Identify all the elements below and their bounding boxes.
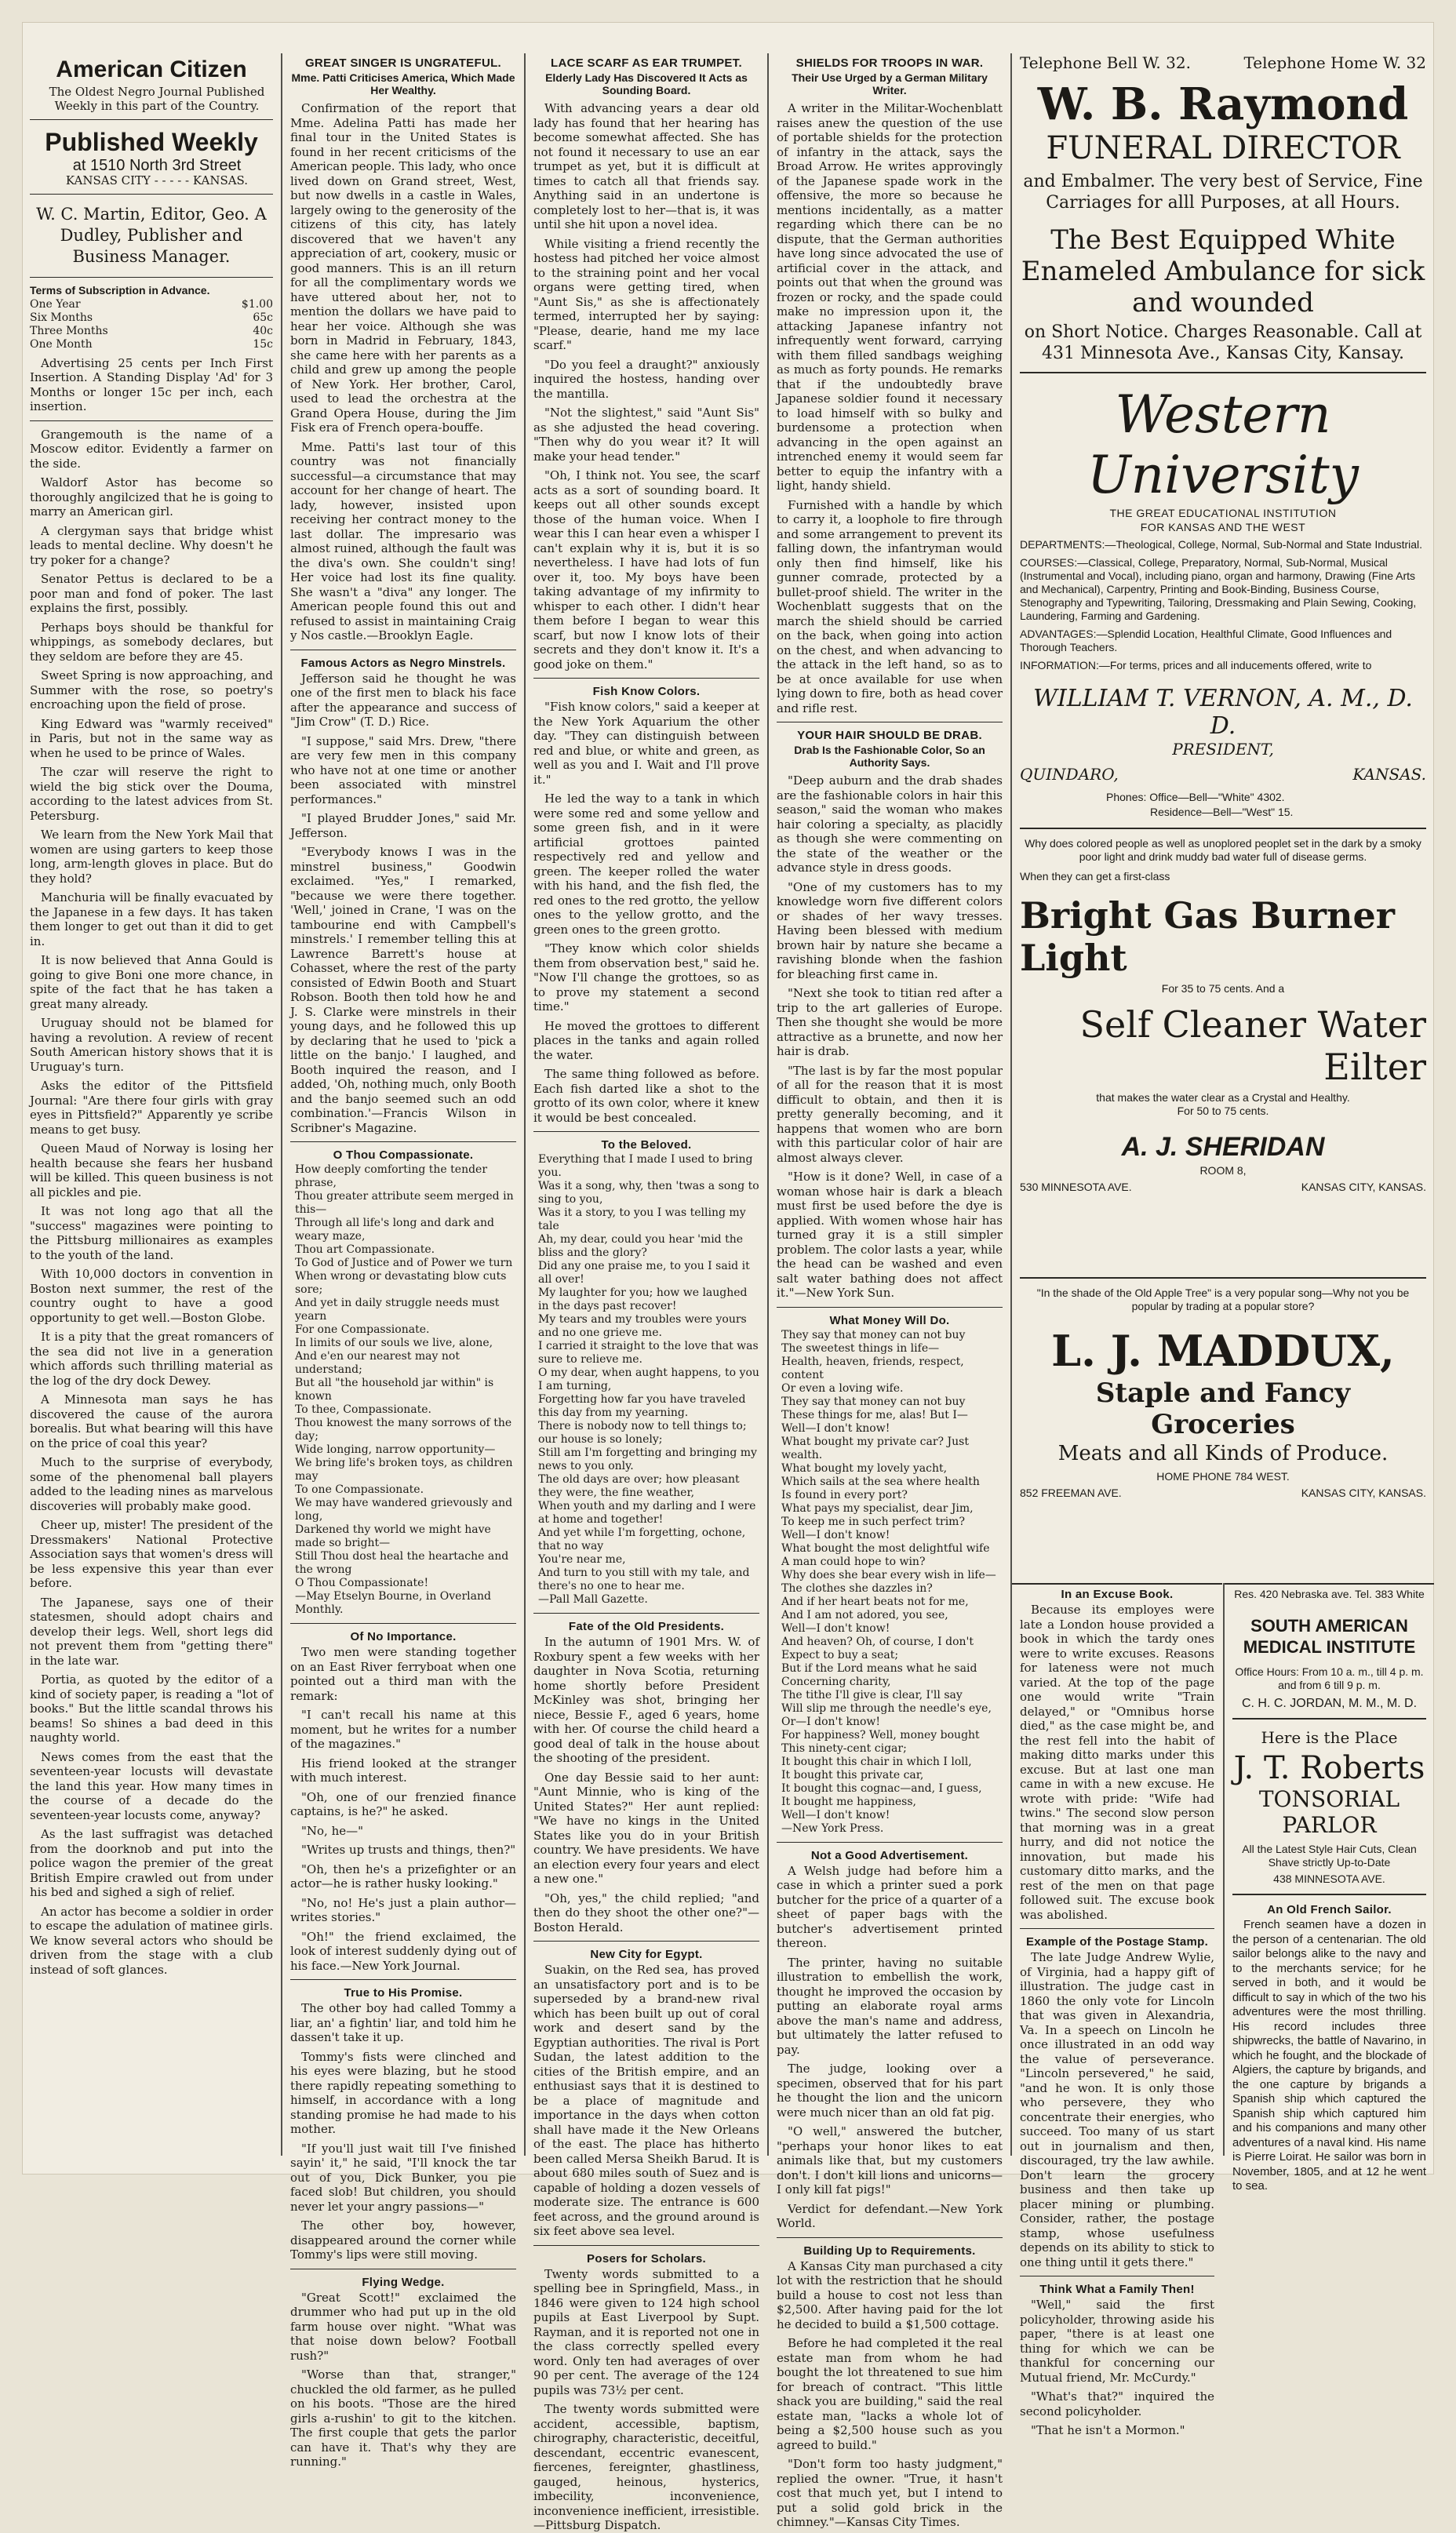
ads-maddux bbox=[1012, 1277, 1434, 1575]
terms-price: 15c bbox=[253, 337, 273, 351]
masthead-title: American Citizen bbox=[56, 56, 247, 82]
paragraph: "Worse than that, stranger," chuckled the old farmer, as he pulled on his boots. "Those are the hired girls a-rushin' to git to the kitchen. The first couple that gets the parlor can have it. That's why they are running." bbox=[290, 2367, 516, 2469]
colored-people-question: Why does colored people as well as unoplored peoplet set in the dark by a smoky poor light and drink muddy bad water full of disease germs. bbox=[1025, 837, 1421, 863]
headline-importance: Of No Importance. bbox=[350, 1630, 457, 1643]
water-filter-desc: that makes the water clear as a Crystal and Healthy. bbox=[1096, 1091, 1350, 1104]
headline-egypt: New City for Egypt. bbox=[590, 1948, 703, 1961]
headline-excuse: In an Excuse Book. bbox=[1061, 1588, 1174, 1601]
masthead-desc-2: Weekly in this part of the Country. bbox=[54, 99, 260, 113]
subhead-hair: Drab Is the Fashionable Color, So an Authority Says. bbox=[794, 744, 985, 769]
headline-sailor: An Old French Sailor. bbox=[1267, 1903, 1392, 1916]
short-item: News comes from the east that the seventeen-year locusts will devastate the land this year. How many times in the course of a decade do the seventeen-year locusts come, anyway? bbox=[30, 1749, 273, 1822]
article-hair bbox=[777, 773, 1003, 1301]
maddux-phone: HOME PHONE 784 WEST. bbox=[1156, 1470, 1290, 1483]
maddux-address: 852 FREEMAN AVE. bbox=[1020, 1487, 1122, 1499]
terms-price: 40c bbox=[253, 324, 273, 337]
short-item: Much to the surprise of everybody, some of the phenomenal ball players added to the leading nines as marvelous discoveries will probably make good. bbox=[30, 1455, 273, 1513]
water-filter-price: For 50 to 75 cents. bbox=[1177, 1105, 1269, 1117]
paragraph: "Oh, then he's a prizefighter or an actor—he is rather husky looking." bbox=[290, 1862, 516, 1891]
wu-advantages: ADVANTAGES:—Splendid Location, Healthful Climate, Good Influences and Thorough Teachers. bbox=[1020, 628, 1392, 653]
embalmer-text: and Embalmer. The very best of Service, Fine Carriages for alll Purposes, at all Hours. bbox=[1023, 172, 1423, 213]
short-item: An actor has become a soldier in order to escape the adulation of matinee girls. We know several actors who should be driven from the stage with a club instead of soft glances. bbox=[30, 1904, 273, 1977]
maddux-groceries: Staple and Fancy Groceries bbox=[1095, 1378, 1351, 1440]
headline-presidents: Fate of the Old Presidents. bbox=[568, 1620, 725, 1633]
column-2 bbox=[282, 53, 524, 2469]
column-5 bbox=[1012, 1583, 1222, 2437]
paragraph: The twenty words submitted were accident, accessible, baptism, chirography, characteristic, deceitful, descendant, eccentric evanescent, fiercenes, fereignter, ghastliness, gauged, heinous, hysterics, imbecility, inconvenience, inconvenience inefficient, irresistible.—Pittsburg Dispatch. bbox=[533, 2402, 759, 2532]
headline-fish: Fish Know Colors. bbox=[592, 685, 701, 698]
headline-promise: True to His Promise. bbox=[344, 1986, 463, 2000]
advertising-rates: Advertising 25 cents per Inch First Insertion. A Standing Display 'Ad' for 3 Months or longer 15c per inch, each insertion. bbox=[30, 355, 273, 413]
telephone-bell: Telephone Bell W. 32. bbox=[1020, 53, 1191, 72]
article-presidents bbox=[533, 1635, 759, 1934]
short-item: King Edward was "warmly received" in Paris, but not in the same way as when he used to be prince of Wales. bbox=[30, 716, 273, 760]
paragraph: "Oh!" the friend exclaimed, the look of interest suddenly dying out of his face.—New York Journal. bbox=[290, 1929, 516, 1973]
terms-label: One Month bbox=[30, 337, 93, 351]
wu-quindaro: QUINDARO, bbox=[1020, 765, 1119, 784]
ambulance-text: The Best Equipped White Enameled Ambulance for sick and wounded bbox=[1021, 224, 1425, 318]
maddux-city: KANSAS CITY, KANSAS. bbox=[1301, 1487, 1426, 1499]
headline-singer: GREAT SINGER IS UNGRATEFUL. bbox=[304, 56, 502, 70]
paragraph: A Kansas City man purchased a city lot with the restriction that he should build a house to cost not less than $2,500. After having paid for the lot he decided to build a $1,500 cottage. bbox=[777, 2258, 1003, 2331]
paragraph: Furnished with a handle by which to carry it, a loophole to fire through and some arrangement to prevent its falling down, the infantryman would only then find himself, like his gunner comrade, protected by a bullet-proof shield. The writer in the Wochenblatt suggests that on the march the shield should be carried on the back, when going into action on the chest, and when advancing to the attack in the left hand, so as to be at once available for use when lying down to fire, both as head cover and rifle rest. bbox=[777, 497, 1003, 715]
roberts-styles: All the Latest Style Hair Cuts, Clean Shave strictly Up-to-Date bbox=[1242, 1843, 1417, 1869]
headline-money: What Money Will Do. bbox=[829, 1313, 950, 1327]
paragraph: The other boy had called Tommy a liar, an' a fightin' liar, and told him he dassen't take it up. bbox=[290, 2001, 516, 2044]
wu-kansas: KANSAS. bbox=[1352, 765, 1426, 784]
paragraph: "Next she took to titian red after a trip to the art galleries of Europe. Then she thought she would be more attractive as a brunette, and now her hair is drab. bbox=[777, 986, 1003, 1058]
wu-phone-office: Phones: Office—Bell—"White" 4302. bbox=[1106, 791, 1285, 803]
paragraph: "O well," answered the butcher, "perhaps your honor likes to eat animals like that, but my customers don't. I don't kill lions and unicorns—I only kill fat pigs!" bbox=[777, 2124, 1003, 2196]
paragraph: Tommy's fists were clinched and his eyes were blazing, but he stood there rapidly repeating something to himself, in accordance with a long standing promise he had made to his mother. bbox=[290, 2049, 516, 2136]
sami-doctor: C. H. C. JORDAN, M. M., M. D. bbox=[1241, 1697, 1418, 1710]
paragraph: "Do you feel a draught?" anxiously inquired the hostess, handing over the mantilla. bbox=[533, 357, 759, 401]
masthead-city: KANSAS CITY - - - - - KANSAS. bbox=[65, 173, 249, 187]
subhead-singer: Mme. Patti Criticises America, Which Made Her Wealthy. bbox=[291, 71, 515, 96]
paragraph: In the autumn of 1901 Mrs. W. of Roxbury spent a few weeks with her daughter in Nova Scotia, returning home shortly before President McKinley was shot, bringing her niece, Bessie F., aged 6 years, home with her. Of course the child heard a good deal of talk in the house about the shooting of the president. bbox=[533, 1635, 759, 1765]
sami-hours: Office Hours: From 10 a. m., till 4 p. m. and from 6 till 9 p. m. bbox=[1235, 1665, 1424, 1691]
short-item: It is a pity that the great romancers of the sea did not live in a generation which affords such thrilling material as the log of the dry dock Dewey. bbox=[30, 1330, 273, 1388]
short-item: A Minnesota man says he has discovered the cause of the aurora borealis. But what bearing will this have on the price of coal this year? bbox=[30, 1392, 273, 1450]
short-item: The czar will reserve the right to wield the big stick over the Douma, according to the latest advices from St. Petersburg. bbox=[30, 765, 273, 823]
article-importance bbox=[290, 1645, 516, 1973]
terms-list bbox=[30, 298, 273, 351]
column-4 bbox=[769, 53, 1010, 2529]
terms-row bbox=[30, 298, 273, 311]
paragraph: "Oh, one of our frenzied finance captains, is he?" he asked. bbox=[290, 1789, 516, 1818]
short-item: It was not long ago that all the "success" magazines were pointing to the Pittsburg millionaires as examples to the youth of the land. bbox=[30, 1204, 273, 1262]
sami-residence: Res. 420 Nebraska ave. Tel. 383 White bbox=[1234, 1588, 1425, 1600]
wu-phone-residence: Residence—Bell—"West" 15. bbox=[1150, 806, 1294, 818]
terms-label: Three Months bbox=[30, 324, 108, 337]
poem-beloved: Everything that I made I used to bring you. Was it a song, why, then 'twas a song to sing to you, Was it a story, to you I was telling my tale Ah, my dear, could you hear 'mid the bliss and the glory? Did any one praise me, to you I said it all over! My laughter for you; how we laughed in the days past recover! My tears and my troubles were yours and no one grieve me. I carried it straight to the love that was sure to relieve me. O my dear, when aught happens, to you I am turning, Forgetting how far you have traveled this day from my yearning. There is nobody now to tell things to; our house is so lonely; Still am I'm forgetting and bringing my news to you only. The old days are over; how pleasant they were, the fine weather, When youth and my darling and I were at home and together! And yet while I'm forgetting, ochone, that no way You're near me, And turn to you still with my tale, and there's no one to hear me. —Pall Mall Gazette. bbox=[538, 1153, 759, 1606]
headline-posers: Posers for Scholars. bbox=[587, 2251, 706, 2266]
paragraph: He led the way to a tank in which were some red and some yellow and some green fish, and in it were artificial grottoes painted respectively red and yellow and green. The keeper rolled the water with his hand, and the fish fled, the red ones to the red grotto, the yellow ones to the yellow grotto, and the green ones to the green grotto. bbox=[533, 792, 759, 937]
bright-gas-title: Bright Gas Burner Light bbox=[1020, 894, 1395, 979]
newspaper-page bbox=[22, 22, 1434, 2532]
paragraph: "Oh, yes," the child replied; "and then do they shoot the other one?"—Boston Herald. bbox=[533, 1891, 759, 1934]
sheridan-address: 530 MINNESOTA AVE. bbox=[1020, 1181, 1132, 1193]
article-wedge bbox=[290, 2291, 516, 2469]
column-6 bbox=[1225, 1583, 1434, 2193]
raymond-name: W. B. Raymond bbox=[1037, 78, 1409, 130]
headline-postage: Example of the Postage Stamp. bbox=[1025, 1935, 1209, 1949]
short-item: Perhaps boys should be thankful for whippings, as somebody declares, but they seldom are before they are 45. bbox=[30, 620, 273, 664]
headline-beloved: To the Beloved. bbox=[601, 1138, 692, 1152]
subhead-lace: Elderly Lady Has Discovered It Acts as Sounding Board. bbox=[545, 71, 748, 96]
maddux-name: L. J. MADDUX, bbox=[1051, 1326, 1395, 1376]
paragraph: "Great Scott!" exclaimed the drummer who had put up in the old farm house over night. "What was that noise down below? Football rush?" bbox=[290, 2290, 516, 2363]
short-item: It is now believed that Anna Gould is going to give Boni one more chance, in spite of the fact that he has taken a great many already. bbox=[30, 953, 273, 1011]
short-item: Cheer up, mister! The president of the Dressmakers' National Protective Association says that women's dress will be less expensive this year than ever before. bbox=[30, 1518, 273, 1590]
paragraph: "Not the slightest," said "Aunt Sis" as she adjusted the head covering. "Then why do you wear it? It will make your head tender." bbox=[533, 406, 759, 464]
paragraph: "No, no! He's just a plain author—writes stories." bbox=[290, 1895, 516, 1924]
article-fish bbox=[533, 700, 759, 1125]
paragraph: Confirmation of the report that Mme. Adelina Patti has made her final tour in the United States is found in her recent criticisms of the American people. This lady, who once lived down on Grand street, West, but now dwells in a castle in Wales, largely owing to the generosity of the citizens of this city, has lately discovered that we haven't any appreciation of art, cookery, music or good manners. This is an ill return for all the complimentary words we have uttered about her, not to mention the dollars we have paid to hear her voice. Although she was born in Madrid in February, 1843, she came here with her parents as a child and grew up among the people of New York. Her brother, Carol, used to lead the orchestra at the Grand Opera House, during the Jim Fisk era of French opera-bouffe. bbox=[290, 101, 516, 435]
paragraph: He moved the grottoes to different places in the tanks and again rolled the water. bbox=[533, 1018, 759, 1062]
masthead-desc-1: The Oldest Negro Journal Published bbox=[49, 85, 265, 99]
paragraph: "How is it done? Well, in case of a woman whose hair is dark a bleach must first be used before the dye is applied. With women whose hair has turned gray it is a still simpler problem. The color lasts a year, while the head can be washed and even salt water bathing does not affect it."—New York Sun. bbox=[777, 1170, 1003, 1300]
paragraph: "The last is by far the most popular of all for the reason that it is most difficult to obtain, and then it is pretty generally becoming, and it happens that women who are born with this particular color of hair are almost always clever. bbox=[777, 1063, 1003, 1165]
article-promise bbox=[290, 2001, 516, 2262]
column-3 bbox=[526, 53, 767, 2532]
apple-tree-text: "In the shade of the Old Apple Tree" is a very popular song—Why not you be popular by trading at a popular store? bbox=[1036, 1287, 1410, 1312]
column-1 bbox=[22, 53, 281, 2156]
masthead-published: Published Weekly bbox=[45, 128, 258, 156]
poem-money: They say that money can not buy The sweetest things in life— Health, heaven, friends, respect, content Or even a loving wife. They say that money can not buy These things for me, alas! But I— Well—I don't know! What bought my private car? Just wealth. What bought my lovely yacht, Which sails at the sea where health Is found in every port? What pays my specialist, dear Jim, To keep me in such perfect trim? Well—I don't know! What bought the most delightful wife A man could hope to win? Why does she bear every wish in life— The clothes she dazzles in? And if her heart beats not for me, And I am not adored, you see, Well—I don't know! And heaven? Oh, of course, I don't Expect to buy a seat; But if the Lord means what he said Concerning charity, The tithe I'll give is clear, I'll say Will slip me through the needle's eye, Or—I don't know! For happiness? Well, money bought This ninety-cent cigar; It bought this chair in which I loll, It bought this private car, It bought this cognac—and, I guess, It bought me happiness, Well—I don't know! —New York Press. bbox=[781, 1328, 996, 1835]
sheridan-city: KANSAS CITY, KANSAS. bbox=[1301, 1181, 1426, 1193]
short-item: With 10,000 doctors in convention in Boston next summer, the rest of the country ought to have a good opportunity to get well.—Boston Globe. bbox=[30, 1267, 273, 1325]
bright-gas-price: For 35 to 75 cents. And a bbox=[1161, 982, 1285, 995]
sheridan-name: A. J. SHERIDAN bbox=[1121, 1132, 1325, 1162]
short-item: Waldorf Astor has become so thoroughly angilcized that he is going to marry an American girl. bbox=[30, 475, 273, 519]
paragraph: The printer, having no suitable illustration to embellish the work, thought he improved the occasion by putting an elaborate royal arms above the man's name and address, but ultimately the latter refused to pay. bbox=[777, 1955, 1003, 2057]
paragraph: "Deep auburn and the drab shades are the fashionable colors in hair this season," said the woman who makes hair coloring a specialty, as placidly as though she were commenting on the state of the weather or the advance style in dress goods. bbox=[777, 773, 1003, 875]
paragraph: Mme. Patti's last tour of this country was not financially successful—a circumstance that may account for her change of heart. The lady, however, insisted upon receiving her contract money to the last dollar. The impresario was almost ruined, although the fault was the diva's own. She couldn't sing! Her voice had lost its fine quality. She wasn't a "diva" any longer. The American people found this out and refused to assist in maintaining Craig y Nos castle.—Brooklyn Eagle. bbox=[290, 439, 516, 642]
short-item: Asks the editor of the Pittsfield Journal: "Are there four girls with gray eyes in Pittsfield?" Apparently ye scribe means to get busy. bbox=[30, 1079, 273, 1137]
paragraph: One day Bessie said to her aunt: "Aunt Minnie, who is king of the United States?" Her aunt replied: "We have no kings in the United States like you do in your British country. We have presidents. We have an election every four years and elect a new one." bbox=[533, 1770, 759, 1886]
short-item: Manchuria will be finally evacuated by the Japanese in a few days. It has taken them longer to get out than it did to get in. bbox=[30, 890, 273, 948]
paragraph: The late Judge Andrew Wylie, of Virginia, had a happy gift of illustration. The judge cast in 1860 the only vote for Lincoln that was given in Alexandria, Va. In a speech on Lincoln he once illustrated in an odd way the value of perseverance. "Lincoln persevered," he said, "and he won. It is only those who persevere, they who concentrate their energies, who succeed. Too many of us start out in journalism and then, discouraged, try the law awhile. Don't learn the grocery business and then take up placer mining or plumbing. Consider, rather, the postage stamp, whose usefulness depends on its ability to stick to one thing until it gets there." bbox=[1020, 1950, 1214, 2269]
short-item: Grangemouth is the name of a Moscow editor. Evidently a farmer on the side. bbox=[30, 427, 273, 471]
article-sailor bbox=[1232, 1918, 1426, 2194]
wu-sub-1: THE GREAT EDUCATIONAL INSTITUTION bbox=[1109, 507, 1337, 519]
wu-sub-2: FOR KANSAS AND THE WEST bbox=[1140, 521, 1306, 533]
paragraph: A writer in the Militar-Wochenblatt raises anew the question of the use of portable shields for the protection of infantry in the attack, says the Broad Arrow. He writes approvingly of the Japanese spade work in the offensive, the more so because he mentions incidentally, as a matter regarding which there can be no dispute, that the German authorities have long since advocated the use of artificial cover in the attack, and points out that when the ground was frozen or rocky, and the spade could make no impression upon it, the attacking Japanese infantry not infrequently went forward, carrying with them filled sandbags weighing as much as forty pounds. He remarks that if the undoubtedly brave Japanese soldier found it necessary to load himself with so bulky and burdensome a protection when advancing in the open against an intrenched enemy it would seem far better to equip the infantry with a light, handy shield. bbox=[777, 101, 1003, 493]
article-egypt bbox=[533, 1963, 759, 2239]
terms-heading: Terms of Subscription in Advance. bbox=[30, 283, 210, 297]
paragraph: Twenty words submitted to a spelling bee in Springfield, Mass., in 1846 were given to 124 high school pupils at East Liverpool by Supt. Rayman, and it is reported not one in the class correctly spelled every word. Only ten had averages of over 90 per cent. The average of the 124 pupils was 73½ per cent. bbox=[533, 2266, 759, 2397]
article-postage bbox=[1020, 1950, 1214, 2269]
wu-departments: DEPARTMENTS:—Theological, College, Normal, Sub-Normal and State Industrial. bbox=[1020, 538, 1423, 551]
paragraph: "I can't recall his name at this moment, but he writes for a number of the magazines." bbox=[290, 1708, 516, 1751]
water-filter-title: Self Cleaner Water Eilter bbox=[1079, 1003, 1426, 1088]
terms-label: Six Months bbox=[30, 311, 93, 324]
article-building bbox=[777, 2259, 1003, 2530]
sheridan-room: ROOM 8, bbox=[1199, 1164, 1247, 1177]
short-item: We learn from the New York Mail that women are using garters to keep those long, arm-length gloves in place. But do they hold? bbox=[30, 828, 273, 886]
terms-row bbox=[30, 311, 273, 325]
poem-compassionate: How deeply comforting the tender phrase, Thou greater attribute seem merged in this— Through all life's long and dark and weary maze, Thou art Compassionate. To God of Justice and of Power we turn When wrong or devastating blow cuts sore; And yet in daily struggle needs must yearn For one Compassionate. In limits of our souls we live, alone, And e'en our nearest may not understand; But all "the household jar within" is known To thee, Compassionate. Thou knowest the many sorrows of the day; Wide longing, narrow opportunity— We bring life's broken toys, as children may To one Compassionate. We may have wandered grievously and long, Darkened thy world we might have made so bright— Still Thou dost heal the heartache and the wrong O Thou Compassionate! —May Etselyn Bourne, in Overland Monthly. bbox=[295, 1163, 514, 1616]
short-item: The Japanese, says one of their statesmen, should adopt chairs and develop their legs. Well, short legs did not prevent them from "getting there" in the late war. bbox=[30, 1595, 273, 1668]
maddux-meats: Meats and all Kinds of Produce. bbox=[1057, 1442, 1389, 1465]
paragraph: "If you'll just wait till I've finished sayin' it," he said, "I'll knock the tar out of you, Dick Bunker, you pie faced slob! But children, you should never let your angry passions—" bbox=[290, 2141, 516, 2214]
tonsorial-parlor: TONSORIAL PARLOR bbox=[1258, 1786, 1400, 1838]
paragraph: Two men were standing together on an East River ferryboat when one pointed out a third man with the remark: bbox=[290, 1645, 516, 1703]
terms-row bbox=[30, 325, 273, 338]
headline-compassionate: O Thou Compassionate. bbox=[333, 1148, 474, 1162]
headline-minstrels: Famous Actors as Negro Minstrels. bbox=[300, 656, 506, 670]
telephone-home: Telephone Home W. 32 bbox=[1243, 53, 1426, 72]
terms-price: $1.00 bbox=[241, 297, 273, 311]
wu-courses: COURSES:—Classical, College, Preparatory, Normal, Sub-Normal, Musical (Instrumental and Vocal), including piano, organ and harmony, Drawing (Fine Arts and Mechanical), Carpentry, Printing and Book-Binding, Business Course, Stenography and Typewriting, Tailoring, Dressmaking and Plain Sewing, Cooking, Laundering, Farming and Gardening. bbox=[1020, 556, 1417, 622]
paragraph: "Don't form too hasty judgment," replied the owner. "True, it hasn't cost that much yet, but I intend to put a solid gold brick in the chimney."—Kansas City Times. bbox=[777, 2457, 1003, 2529]
column-1-items bbox=[30, 428, 273, 1978]
paragraph: While visiting a friend recently the hostess had pitched her voice almost to the straining point and her vocal organs were getting tired, when "Aunt Sis," as she is affectionately termed, interrupted her by saying: "Please, dearie, hand me my lace scarf." bbox=[533, 236, 759, 352]
paragraph: "Writes up trusts and things, then?" bbox=[301, 1843, 516, 1857]
article-lace bbox=[533, 101, 759, 671]
article-minstrels bbox=[290, 671, 516, 1136]
terms-price: 65c bbox=[253, 311, 273, 324]
paragraph: Suakin, on the Red sea, has proved an unsatisfactory port and is to be superseded by a brand-new rival which has been built up out of coral work and desert sand by the Egyptian authorities. The rival is Port Sudan, the latest addition to the cities of the British empire, and an enthusiast says that it is destined to be a place of magnitude and importance in the days when cotton shall have made it the New Orleans of the east. The place has hitherto been called Mersa Sheikh Barud. It is about 680 miles south of Suez and is capable of holding a dozen vessels of moderate size. The entrance is 600 feet across, and the ground around is six feet above sea level. bbox=[533, 1963, 759, 2238]
short-item: As the last suffragist was detached from the doorknob and put into the police wagon the premier of the great British Empire crawled out from under his bed and sighed a sigh of relief. bbox=[30, 1827, 273, 1899]
paragraph: Before he had completed it the real estate man from whom he had bought the lot threatened to sue him for breach of contract. "This little shack you are building," said the real estate man, "lacks a whole lot of being a $2,500 house such as you agreed to build." bbox=[777, 2336, 1003, 2452]
article-posers bbox=[533, 2267, 759, 2533]
paragraph: "They know which color shields them from observation best," said he. "Now I'll change the grottoes, so as to prove my statement a second time." bbox=[533, 941, 759, 1014]
terms-label: One Year bbox=[30, 297, 81, 311]
article-singer bbox=[290, 101, 516, 643]
paragraph: "No, he—" bbox=[301, 1823, 364, 1838]
short-item: Uruguay should not be blamed for having a revolution. A review of recent South American history shows that it is Uruguay's turn. bbox=[30, 1016, 273, 1074]
headline-family: Think What a Family Then! bbox=[1039, 2283, 1195, 2296]
wu-information: INFORMATION:—For terms, prices and all inducements offered, write to bbox=[1020, 659, 1372, 671]
headline-advertisement: Not a Good Advertisement. bbox=[810, 1848, 969, 1862]
short-notice-text: on Short Notice. Charges Reasonable. Call at 431 Minnesota Ave., Kansas City, Kansay. bbox=[1024, 322, 1422, 363]
masthead-address: at 1510 North 3rd Street bbox=[72, 157, 242, 174]
headline-lace: LACE SCARF AS EAR TRUMPET. bbox=[551, 56, 742, 70]
funeral-director: FUNERAL DIRECTOR bbox=[1046, 130, 1400, 166]
headline-hair: YOUR HAIR SHOULD BE DRAB. bbox=[797, 729, 982, 742]
paragraph: "Well," said the first policyholder, throwing aside his paper, "there is at least one thing for which we can be thankful for concerning our Mutual friend, Mr. McCurdy." bbox=[1020, 2298, 1214, 2385]
paragraph: "What's that?" inquired the second policyholder. bbox=[1020, 2389, 1214, 2418]
paragraph: Jefferson said he thought he was one of the first men to black his face after the appearance and success of "Jim Crow" (T. D.) Rice. bbox=[290, 671, 516, 729]
paragraph: The same thing followed as before. Each fish darted like a shot to the grotto of its own color, where it knew it would be best concealed. bbox=[533, 1067, 759, 1125]
paragraph: His friend looked at the stranger with much interest. bbox=[290, 1756, 516, 1785]
paragraph: "That he isn't a Mormon." bbox=[1031, 2423, 1185, 2437]
wu-president: PRESIDENT, bbox=[1172, 740, 1274, 759]
subhead-shields: Their Use Urged by a German Military Writer. bbox=[792, 71, 988, 96]
short-item: Queen Maud of Norway is losing her health because she fears her husband will be killed. This queen business is not all pickles and pie. bbox=[30, 1141, 273, 1199]
here-place: Here is the Place bbox=[1261, 1728, 1398, 1747]
roberts-address: 438 MINNESOTA AVE. bbox=[1273, 1872, 1385, 1885]
wu-vernon: WILLIAM T. VERNON, A. M., D. D. bbox=[1033, 685, 1413, 740]
paragraph: The other boy, however, disappeared around the corner while Tommy's lips were still moving. bbox=[290, 2218, 516, 2262]
headline-shields: SHIELDS FOR TROOPS IN WAR. bbox=[795, 56, 984, 70]
short-item: Senator Pettus is declared to be a poor man and fond of poker. The last explains the first, possibly. bbox=[30, 572, 273, 615]
paragraph: "I suppose," said Mrs. Drew, "there are very few men in this company who have not at one time or another been associated with minstrel performances." bbox=[290, 733, 516, 806]
first-class-text: When they can get a first-class bbox=[1020, 870, 1170, 883]
paragraph: "One of my customers has to my knowledge worn five different colors or shades of her wavy tresses. Having been blessed with medium brown hair by nature she became a ravishing blonde when the fashion for bleaching first came in. bbox=[777, 879, 1003, 981]
paragraph: "Oh, I think not. You see, the scarf acts as a sort of sounding board. It keeps out all other sounds except those of the human voice. When I wear this I can hear even a whisper I can't explain why it is, but it is so nevertheless. I have had lots of fun over it, too. My boys have been taking advantage of my infirmity to whisper to each other. I didn't hear them before I began to wear this scarf, but now I know lots of their secrets and they don't know it. It's a good joke on them." bbox=[533, 468, 759, 671]
paragraph: "I played Brudder Jones," said Mr. Jefferson. bbox=[290, 811, 516, 840]
headline-building: Building Up to Requirements. bbox=[803, 2244, 976, 2258]
sami-title: SOUTH AMERICAN MEDICAL INSTITUTE bbox=[1243, 1616, 1416, 1657]
paragraph: A Welsh judge had before him a case in which a printer sued a pork butcher for the price of a quarter of a sheet of paper bags with the butcher's advertisement printed thereon. bbox=[777, 1863, 1003, 1950]
paragraph: The judge, looking over a specimen, observed that for his part he thought the lion and the unicorn were much nicer than an old fat pig. bbox=[777, 2062, 1003, 2120]
article-shields bbox=[777, 101, 1003, 715]
short-item: Sweet Spring is now approaching, and Summer with the rose, so poetry's encroaching upon the field of prose. bbox=[30, 668, 273, 711]
headline-wedge: Flying Wedge. bbox=[362, 2275, 445, 2289]
paragraph: Verdict for defendant.—New York World. bbox=[777, 2201, 1003, 2230]
terms-row bbox=[30, 338, 273, 351]
paragraph: "Fish know colors," said a keeper at the New York Aquarium the other day. "They can distinguish between red and blue, or white and green, as well as you and I. Wait and I'll prove it." bbox=[533, 700, 759, 787]
ads-top bbox=[1012, 53, 1434, 1277]
paragraph: Because its employes were late a London house provided a book in which the tardy ones were to write excuses. Reasons for lateness were not much varied. At the top of the page one would write "Train delayed," or "Omnibus horse died," as the case might be, and the rest fell into the habit of making ditto marks under this excuse. But at last one man came in with a new excuse. He wrote with pride: "Wife had twins." The second slow person that morning was in a great hurry, and did not notice the innovation, but made his customary ditto marks, and the rest of the men on that page followed suit. The excuse book was abolished. bbox=[1020, 1603, 1214, 1922]
paragraph: "Everybody knows I was in the minstrel business," Goodwin exclaimed. "Yes," I remarked, "because we were there together. 'Well,' joined in Crane, 'I was on the tambourine end with Campbell's minstrels.' I remember telling this at Lawrence Barrett's house at Cohasset, where the rest of the party consisted of Edwin Booth and Stuart Robson. Booth then told how he and J. S. Clarke were minstrels in their young days, and he followed this up by declaring that he used to 'pick a little on the banjo.' I laughed, and Booth inquired the reason, and I added, 'Oh, nothing much, only Booth and the banjo seemed such an odd combination.'—Francis Wilson in Scribner's Magazine. bbox=[290, 845, 516, 1135]
roberts-name: J. T. Roberts bbox=[1233, 1750, 1425, 1786]
paragraph: French seamen have a dozen in the person of a centenarian. The old sailor belongs alike to the navy and to the merchants service; for he served in both, and it would be difficult to say in which of the two his adventures were the most thrilling. His record includes three shipwrecks, the battle of Navarino, in which he fought, and the blockade of Algiers, the capture by brigands, and the one capture by brigands a Spanish ship which captured the Spanish ship which captured him and his companions and many other adventures of a naval kind. His name is Pierre Loirat. He sailor was born in November, 1805, and at 12 he went to sea. bbox=[1232, 1918, 1426, 2193]
paragraph: With advancing years a dear old lady has found that her hearing has become somewhat affected. She has not found it necessary to use an ear trumpet as yet, but it is difficult at times to catch all that friends say. Anything said in an undertone is completely lost to her—that is, it was until she hit upon a novel idea. bbox=[533, 101, 759, 231]
article-advertisement bbox=[777, 1864, 1003, 2231]
short-item: A clergyman says that bridge whist leads to mental decline. Why doesn't he try poker for a change? bbox=[30, 523, 273, 567]
article-excuse bbox=[1020, 1603, 1214, 1922]
western-university-title: Western University bbox=[1087, 384, 1359, 505]
article-family bbox=[1020, 2298, 1214, 2438]
masthead-editor: W. C. Martin, Editor, Geo. A Dudley, Publisher and Business Manager. bbox=[36, 204, 267, 266]
short-item: Portia, as quoted by the editor of a kind of society paper, is reading a "lot of books." But the little scandal throws his beams! So shines a bad deed in this naughty world. bbox=[30, 1672, 273, 1745]
